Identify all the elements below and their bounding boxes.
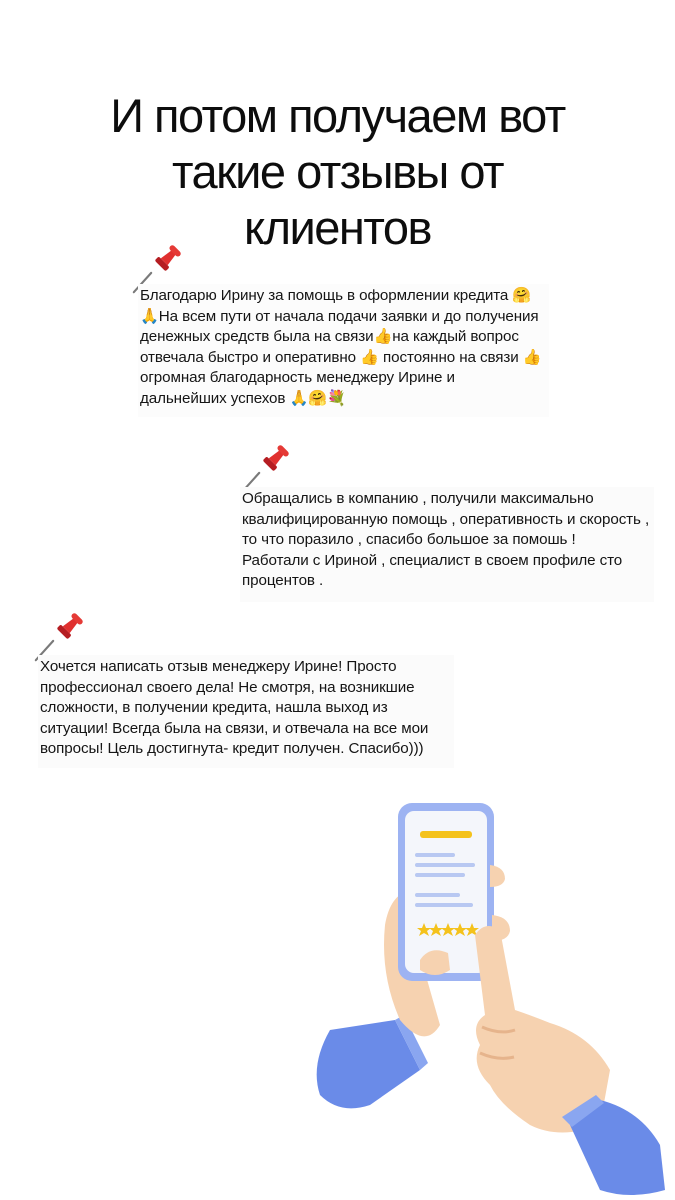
review-text: Благодарю Ирину за помощь в оформлении кредита 🤗🙏На всем пути от начала подачи заявки и до получения денежных средств была на связи👍на каждый вопрос отвечала быстро и оперативно 👍 постоянно на связи 👍огромная благодарность менеджеру Ирине и дальнейших успехов 🙏🤗💐 bbox=[140, 287, 542, 407]
review-card-2 bbox=[240, 487, 654, 602]
title-line-1: И потом получаем вот bbox=[110, 89, 565, 142]
page-title bbox=[20, 88, 655, 256]
title-line-3: клиентов bbox=[244, 201, 431, 254]
title-line-2: такие отзывы от bbox=[171, 145, 504, 198]
hand-holding-phone-rating-illustration bbox=[300, 795, 675, 1200]
review-card-3 bbox=[38, 655, 454, 768]
review-text: Работали с Ириной , специалист в своем профиле сто процентов . bbox=[242, 551, 623, 589]
review-card-1 bbox=[138, 284, 549, 417]
review-text: Обращались в компанию , получили максимально квалифицированную помощь , оперативность и скорость , то что поразило , спасибо большое за помошь ! bbox=[242, 490, 650, 548]
review-text: Хочется написать отзыв менеджеру Ирине! Просто профессионал своего дела! Не смотря, на возникшие сложности, в получении кредита, нашла выход из ситуации! Всегда была на связи, и отвечала на все мои вопросы! Цель достигнута- кредит получен. Спасибо))) bbox=[40, 658, 429, 757]
